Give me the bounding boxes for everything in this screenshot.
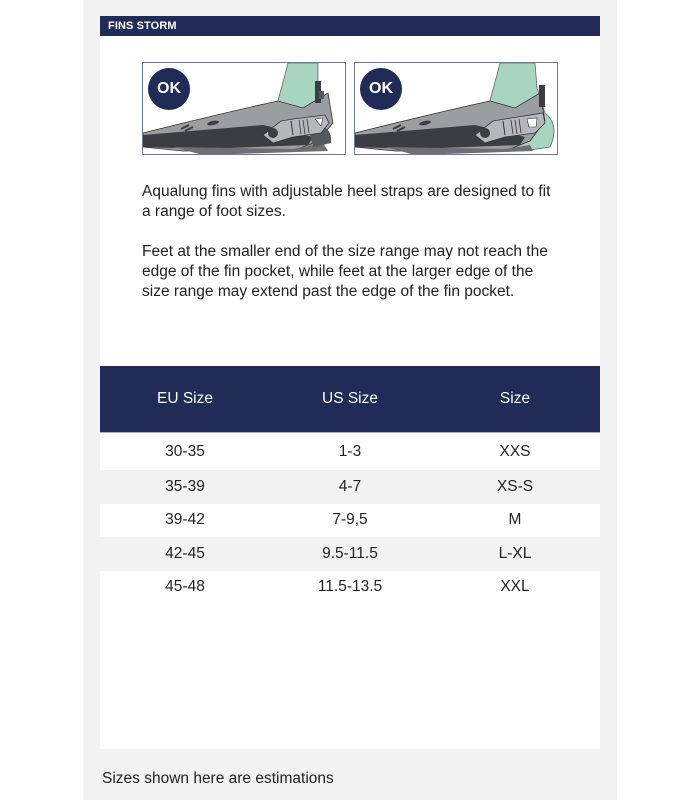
eu-size-cell: 39-42 (165, 511, 205, 529)
table-row (100, 537, 600, 571)
size-cell: XXS (499, 442, 531, 460)
table-row (100, 504, 600, 538)
size-table-header (100, 366, 600, 433)
table-row (100, 571, 600, 605)
estimation-disclaimer: Sizes shown here are estimations (102, 770, 334, 787)
fit-description: Aqualung fins with adjustable heel straps are designed to fit a range of foot sizes. (142, 183, 551, 220)
ok-badge: OK (148, 68, 190, 110)
us-size-cell: 9.5-11.5 (322, 544, 378, 562)
us-size-cell: 4-7 (338, 477, 362, 495)
eu-size-cell: 42-45 (165, 544, 205, 562)
size-cell: L-XL (498, 544, 532, 562)
us-size-cell: 11.5-13.5 (317, 578, 383, 596)
us-size-cell: 1-3 (338, 442, 362, 460)
fin-fit-illustration-small (142, 62, 346, 155)
header-eu-size: EU Size (157, 390, 213, 407)
header-size: Size (499, 390, 531, 407)
eu-size-cell: 45-48 (165, 578, 205, 596)
us-size-cell: 7-9,5 (332, 511, 368, 529)
fit-note: Feet at the smaller end of the size range may not reach the edge of the fin pocket, while feet at the larger edge of the size range may extend past the edge of the fin pocket. (142, 243, 548, 300)
table-row (100, 470, 600, 504)
size-cell: XS-S (496, 477, 534, 495)
header-us-size: US Size (322, 390, 378, 407)
fin-fit-illustration-large (354, 62, 558, 155)
size-guide-card (100, 16, 600, 749)
product-title: FINS STORM (100, 16, 600, 36)
size-cell: XXL (500, 578, 530, 596)
size-table (100, 366, 600, 604)
eu-size-cell: 30-35 (165, 442, 205, 460)
size-cell: M (508, 511, 522, 529)
eu-size-cell: 35-39 (165, 477, 205, 495)
table-row (100, 433, 600, 470)
ok-badge: OK (360, 68, 402, 110)
